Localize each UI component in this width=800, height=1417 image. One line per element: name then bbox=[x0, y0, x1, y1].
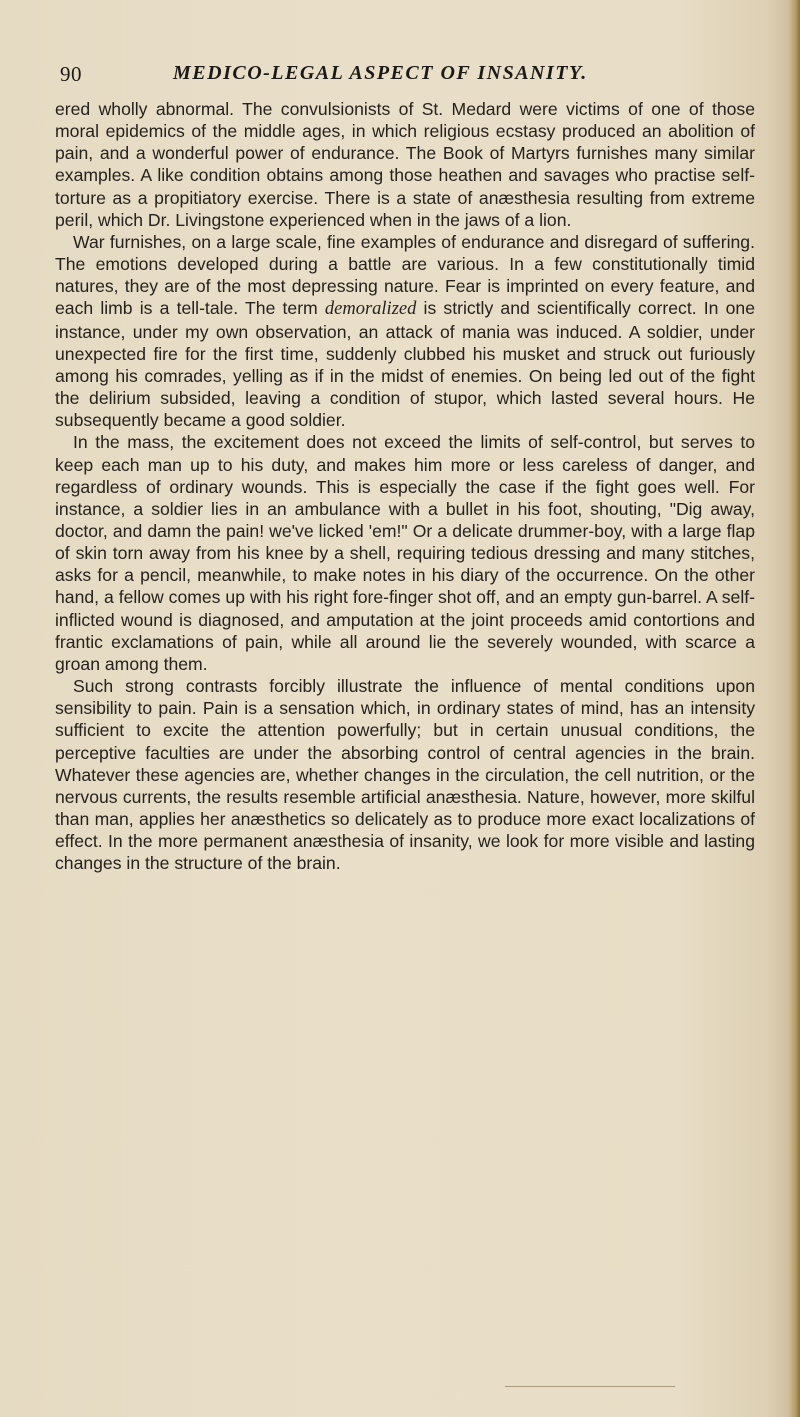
page-header bbox=[60, 62, 750, 86]
paragraph-4: Such strong contrasts forcibly illustrate the influence of mental conditions upon sensibility to pain. Pain is a sensation which, in ordinary states of mind, has an intensity sufficient to excite the attention powerfully; but in certain unusual conditions, the perceptive faculties are under the absorbing control of central agencies in the brain. Whatever these agencies are, whether changes in the circulation, the cell nutrition, or the nervous currents, the results resemble artificial anæsthesia. Nature, however, more skilful than man, applies her anæsthetics so delicately as to produce more exact localizations of effect. In the more permanent anæsthesia of insanity, we look for more visible and lasting changes in the structure of the brain. bbox=[55, 676, 755, 874]
paragraph-3: In the mass, the excitement does not exceed the limits of self-control, but serves to keep each man up to his duty, and makes him more or less careless of danger, and regardless of ordinary wounds. This is especially the case if the fight goes well. For instance, a soldier lies in an ambulance with a bullet in his foot, shouting, "Dig away, doctor, and damn the pain! we've licked 'em!" Or a delicate drummer-boy, with a large flap of skin torn away from his knee by a shell, requiring tedious dressing and many stitches, asks for a pencil, meanwhile, to make notes in his diary of the occurrence. On the other hand, a fellow comes up with his right fore-finger shot off, and an empty gun-barrel. A self-inflicted wound is diagnosed, and amputation at the joint proceeds amid contortions and frantic exclamations of pain, while all around lie the severely wounded, with scarce a groan among them. bbox=[55, 432, 755, 674]
paragraph-2-end: is strictly and scientifically correct. In one instance, under my own observation, an attack of mania was induced. A soldier, under unexpected fire for the first time, suddenly clubbed his musket and struck out furiously among his comrades, yelling as if in the midst of enemies. On being led out of the fight the delirium subsided, leaving a condition of stupor, which lasted several hours. He subsequently became a good soldier. bbox=[55, 298, 755, 431]
page-edge-shadow bbox=[788, 0, 800, 1417]
running-title: MEDICO-LEGAL ASPECT OF INSANITY. bbox=[173, 62, 588, 84]
paragraph-2-start: War furnishes, on a large scale, fine examples of endurance and disregard of suffering. The emotions developed during a battle are various. In a few constitutionally timid natures, they are of the most depressing nature. Fear is imprinted on every feature, and each limb is a tell-tale. The term bbox=[55, 231, 755, 319]
paragraph-2 bbox=[55, 231, 755, 431]
footer-rule bbox=[505, 1386, 675, 1387]
italic-term: demoralized bbox=[324, 299, 417, 320]
body-text bbox=[55, 98, 755, 874]
paragraph-1: ered wholly abnormal. The convulsionists of St. Medard were victims of one of those moral epidemics of the middle ages, in which religious ecstasy produced an abolition of pain, and a wonderful power of endurance. The Book of Martyrs furnishes many similar examples. A like condition obtains among those heathen and savages who practise self-torture as a propitiatory exercise. There is a state of anæsthesia resulting from extreme peril, which Dr. Livingstone experienced when in the jaws of a lion. bbox=[55, 99, 755, 230]
page-number: 90 bbox=[60, 62, 82, 86]
